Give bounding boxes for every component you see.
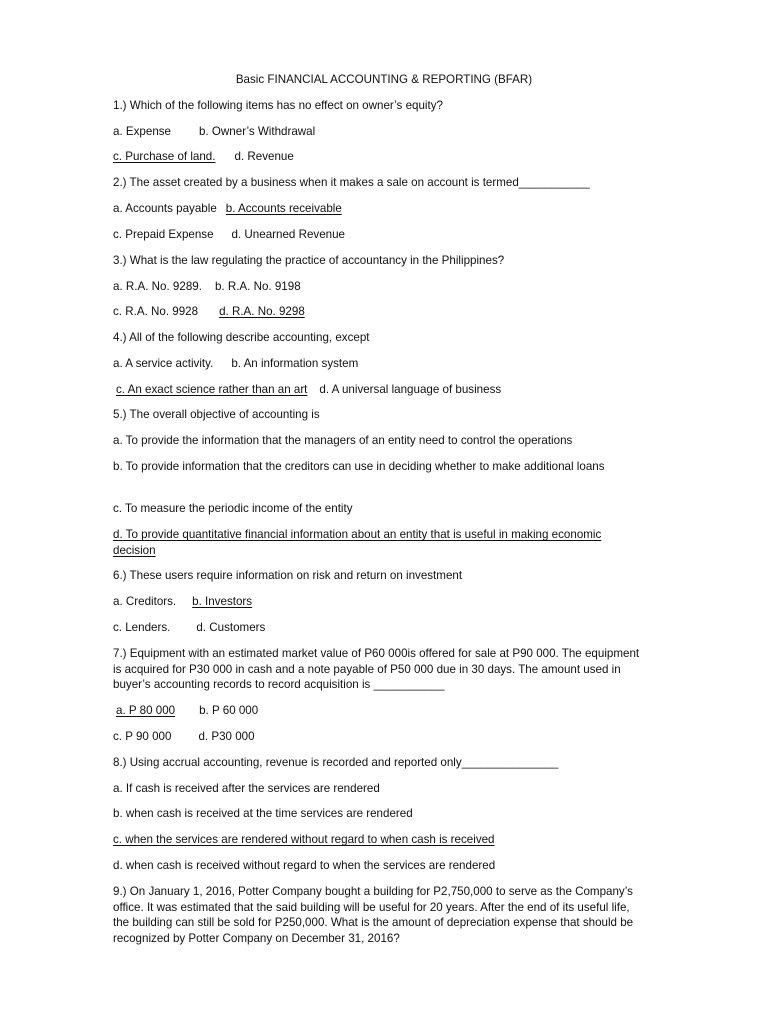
q5-option-d-wrap xyxy=(113,527,641,558)
q4-option-d: d. A universal language of business xyxy=(319,383,502,396)
question-9: 9.) On January 1, 2016, Potter Company bought a building for P2,750,000 to serve as the Company’s office. It was estimated that the said building will be useful for 20 years. After the end of its useful life, the building can still be sold for P250,000. What is the amount of depreciation expense that should be recognized by Potter Company on December 31, 2016? xyxy=(113,885,634,945)
q8-option-d: d. when cash is received without regard to when the services are rendered xyxy=(113,859,496,872)
q4-options-row-2 xyxy=(113,382,501,398)
question-4: 4.) All of the following describe accounting, except xyxy=(113,331,370,344)
q8-option-a: a. If cash is received after the services are rendered xyxy=(113,782,380,795)
q3-option-d-answer: d. R.A. No. 9298 xyxy=(219,305,305,318)
document-title: Basic FINANCIAL ACCOUNTING & REPORTING (BFAR) xyxy=(235,73,533,86)
q7-option-a-answer: a. P 80 000 xyxy=(116,704,176,717)
q2-option-b-answer: b. Accounts receivable xyxy=(225,202,342,215)
q8-option-c-answer: c. when the services are rendered without regard to when cash is received xyxy=(113,833,495,846)
q7-options-row-2 xyxy=(113,729,255,745)
q6-option-b-answer: b. Investors xyxy=(192,595,253,608)
q8-option-b: b. when cash is received at the time services are rendered xyxy=(113,807,413,820)
question-1: 1.) Which of the following items has no effect on owner’s equity? xyxy=(113,99,443,112)
q7-options-row-1 xyxy=(113,703,258,719)
q1-option-d: d. Revenue xyxy=(234,150,294,163)
q2-option-a: a. Accounts payable xyxy=(113,202,217,215)
q1-option-a: a. Expense xyxy=(113,125,172,138)
q8-option-c-wrap xyxy=(113,832,495,848)
q6-option-d: d. Customers xyxy=(196,621,266,634)
q7-option-b: b. P 60 000 xyxy=(199,704,259,717)
q4-option-b: b. An information system xyxy=(231,357,359,370)
q3-options-row-2 xyxy=(113,304,305,320)
q5-option-a: a. To provide the information that the managers of an entity need to control the operations xyxy=(113,434,573,447)
q1-options-row-2 xyxy=(113,149,294,165)
q7-option-d: d. P30 000 xyxy=(198,730,255,743)
q2-options-row-1 xyxy=(113,201,342,217)
q6-options-row-1 xyxy=(113,594,252,610)
question-8: 8.) Using accrual accounting, revenue is recorded and reported only_______________ xyxy=(113,756,559,769)
question-6: 6.) These users require information on risk and return on investment xyxy=(113,569,463,582)
q3-options-row-1 xyxy=(113,279,301,295)
q3-option-a: a. R.A. No. 9289. xyxy=(113,280,202,293)
q1-option-c-answer: c. Purchase of land. xyxy=(113,150,216,163)
q2-options-row-2 xyxy=(113,227,345,243)
q4-options-row-1 xyxy=(113,356,358,372)
q5-option-c: c. To measure the periodic income of the entity xyxy=(113,502,353,515)
q1-options-row-1 xyxy=(113,124,315,140)
q7-option-c: c. P 90 000 xyxy=(113,730,172,743)
q3-option-c: c. R.A. No. 9928 xyxy=(113,305,199,318)
q6-options-row-2 xyxy=(113,620,265,636)
q4-option-a: a. A service activity. xyxy=(113,357,214,370)
q3-option-b: b. R.A. No. 9198 xyxy=(214,280,301,293)
question-3: 3.) What is the law regulating the practice of accountancy in the Philippines? xyxy=(113,254,505,267)
q2-option-c: c. Prepaid Expense xyxy=(113,228,214,241)
q6-option-c: c. Lenders. xyxy=(113,621,171,634)
question-2: 2.) The asset created by a business when it makes a sale on account is termed___________ xyxy=(113,176,590,189)
q1-option-b: b. Owner’s Withdrawal xyxy=(199,125,316,138)
q6-option-a: a. Creditors. xyxy=(113,595,177,608)
q2-option-d: d. Unearned Revenue xyxy=(231,228,345,241)
q4-option-c-answer: c. An exact science rather than an art xyxy=(116,383,308,396)
question-5: 5.) The overall objective of accounting is xyxy=(113,408,320,421)
question-7: 7.) Equipment with an estimated market value of P60 000is offered for sale at P90 000. The equipment is acquired for P30 000 in cash and a note payable of P50 000 due in 30 days. The amount used in buyer’s accounting records to record acquisition is ___________ xyxy=(113,647,640,691)
q5-option-b: b. To provide information that the creditors can use in deciding whether to make additional loans xyxy=(113,460,605,473)
q5-option-d-answer: d. To provide quantitative financial information about an entity that is useful in making economic decision xyxy=(113,528,602,557)
